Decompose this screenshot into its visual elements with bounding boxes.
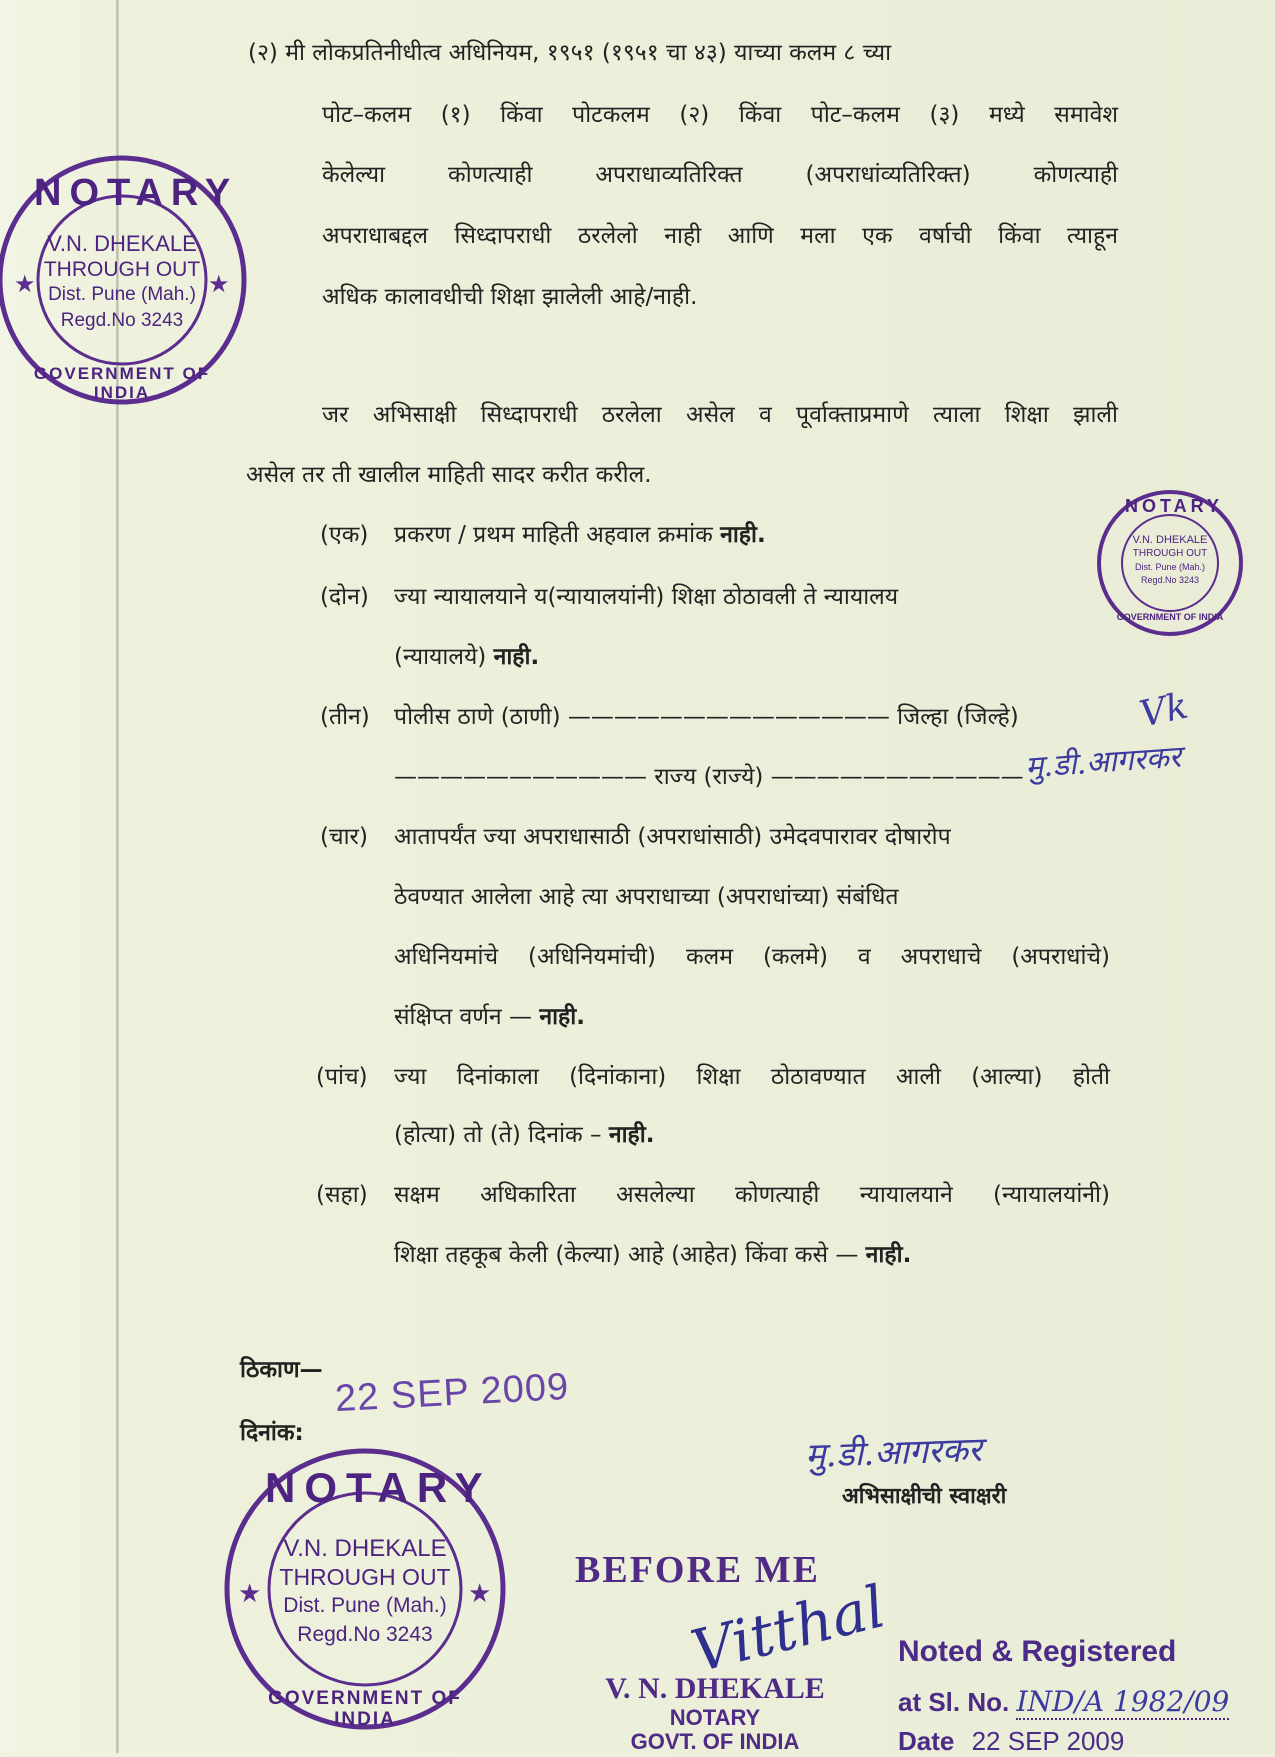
item-4-answer: नाही. — [539, 1004, 585, 1030]
bottom-stamp-top-text: NOTARY — [265, 1464, 492, 1511]
item-5-question: (होत्या) तो (ते) दिनांक – — [394, 1122, 609, 1148]
item-1-question: प्रकरण / प्रथम माहिती अहवाल क्रमांक — [394, 522, 721, 548]
item-2-label: (दोन) — [320, 584, 369, 610]
small-stamp-line-2: THROUGH OUT — [1132, 548, 1208, 559]
notary-stamp-top — [0, 152, 250, 408]
item-4-line-1: आतापर्यंत ज्या अपराधासाठी (अपराधांसाठी) उमेदवपारावर दोषारोप — [394, 824, 951, 850]
item-2-line-2 — [394, 642, 539, 672]
noted-registered: Noted & Registered — [898, 1635, 1177, 1668]
clause-2-line-2: पोट–कलम (१) किंवा पोटकलम (२) किंवा पोट–कलम (३) मध्ये समावेश — [322, 102, 1118, 128]
item-6-line-1: सक्षम अधिकारिता असलेल्या कोणत्याही न्यायालयाने (न्यायालयांनी) — [394, 1182, 1110, 1208]
margin-signature: मु.डी.आगरकर — [1024, 739, 1183, 786]
sl-no-label: at Sl. No. — [898, 1687, 1010, 1717]
notary-title — [575, 1706, 855, 1754]
stamp-line-2: THROUGH OUT — [43, 258, 201, 281]
item-6-label: (सहा) — [316, 1182, 368, 1208]
item-3-line-2: ——————————— राज्य (राज्ये) ——————————— — [394, 764, 1024, 790]
item-3-line-1: पोलीस ठाणे (ठाणी) —————————————— जिल्हा (जिल्हे) — [394, 704, 1019, 730]
stamp-line-3: Dist. Pune (Mah.) — [48, 284, 196, 305]
item-2-question: (न्यायालये) — [394, 644, 494, 670]
item-5-line-2 — [394, 1120, 654, 1150]
stamp-name: V.N. DHEKALE — [47, 231, 197, 256]
notary-govt-line: GOVT. OF INDIA — [630, 1729, 800, 1754]
stamp-star-icon: ★ — [238, 1579, 262, 1609]
notary-title-line: NOTARY — [669, 1705, 761, 1730]
item-2-line-1: ज्या न्यायालयाने य(न्यायालयांनी) शिक्षा ठोठावली ते न्यायालय — [394, 584, 899, 610]
item-6-question: शिक्षा तहकूब केली (केल्या) आहे (आहेत) किंवा कसे — — [394, 1242, 866, 1268]
signature-caption: अभिसाक्षीची स्वाक्षरी — [842, 1484, 1007, 1509]
bottom-stamp-line-4: Regd.No 3243 — [297, 1623, 433, 1646]
clause-2-line-4: अपराधाबद्दल सिध्दापराधी ठरलेलो नाही आणि मला एक वर्षाची किंवा त्याहून — [322, 223, 1118, 249]
bottom-stamp-line-3: Dist. Pune (Mah.) — [283, 1594, 447, 1617]
date-label: दिनांक: — [240, 1420, 304, 1446]
attestation-date-label: Date — [898, 1726, 955, 1756]
notary-stamp-bottom — [220, 1444, 510, 1734]
item-4-question: संक्षिप्त वर्णन — — [394, 1004, 540, 1030]
date-stamp: 22 SEP 2009 — [334, 1365, 571, 1421]
item-6-line-2 — [394, 1240, 911, 1270]
attestation-date-line — [898, 1726, 1124, 1757]
bottom-stamp-bottom-text: GOVERNMENT OF INDIA — [268, 1688, 462, 1731]
notary-stamp-small — [1095, 488, 1245, 638]
before-me-stamp: BEFORE ME — [575, 1549, 820, 1591]
item-5-line-1: ज्या दिनांकाला (दिनांकाना) शिक्षा ठोठावण्यात आली (आल्या) होती — [394, 1064, 1110, 1090]
item-2-answer: नाही. — [493, 644, 540, 670]
item-4-line-4 — [394, 1002, 585, 1032]
item-4-line-3: अधिनियमांचे (अधिनियमांची) कलम (कलमे) व अपराधाचे (अपराधांचे) — [394, 944, 1110, 970]
item-1-text — [394, 520, 766, 550]
intro-line-1: जर अभिसाक्षी सिध्दापराधी ठरलेला असेल व पूर्वाक्ताप्रमाणे त्याला शिक्षा झाली — [322, 402, 1118, 428]
small-stamp-name: V.N. DHEKALE — [1132, 534, 1208, 546]
small-stamp-line-4: Regd.No 3243 — [1140, 575, 1200, 585]
item-4-label: (चार) — [320, 824, 368, 850]
small-stamp-line-3: Dist. Pune (Mah.) — [1134, 562, 1206, 572]
intro-line-2: असेल तर ती खालील माहिती सादर करीत करील. — [246, 462, 652, 488]
clause-2-line-1: (२) मी लोकप्रतिनीधीत्व अधिनियम, १९५१ (१९५१ चा ४३) याच्या कलम ८ च्या — [248, 40, 892, 66]
item-3-label: (तीन) — [320, 704, 370, 730]
margin-initials: Vk — [1136, 685, 1192, 736]
sl-no-value: IND/A 1982/09 — [1016, 1685, 1230, 1718]
stamp-bottom-text: GOVERNMENT OF INDIA — [33, 364, 211, 403]
small-stamp-bottom-text: GOVERNMENT OF INDIA — [1116, 612, 1224, 622]
item-1-label: (एक) — [320, 522, 369, 548]
stamp-top-text: NOTARY — [34, 172, 239, 214]
place-label: ठिकाण— — [240, 1357, 323, 1383]
item-4-line-2: ठेवण्यात आलेला आहे त्या अपराधाच्या (अपराधांच्या) संबंधित — [394, 884, 899, 910]
sl-no-line — [898, 1685, 1229, 1718]
deponent-signature: मु.डी.आगरकर — [804, 1429, 983, 1477]
small-stamp-top-text: NOTARY — [1125, 496, 1223, 516]
item-6-answer: नाही. — [865, 1242, 912, 1268]
bottom-stamp-line-2: THROUGH OUT — [279, 1564, 451, 1590]
notary-signature: Vitthal — [684, 1572, 892, 1686]
attestation-date-value: 22 SEP 2009 — [971, 1726, 1125, 1756]
bottom-stamp-name: V.N. DHEKALE — [283, 1535, 447, 1562]
notary-name: V. N. DHEKALE — [605, 1672, 825, 1705]
stamp-star-icon: ★ — [468, 1579, 492, 1609]
item-5-label: (पांच) — [316, 1064, 368, 1090]
stamp-line-4: Regd.No 3243 — [60, 310, 184, 331]
clause-2-line-5: अधिक कालावधीची शिक्षा झालेली आहे/नाही. — [322, 284, 698, 310]
stamp-star-icon: ★ — [208, 270, 230, 298]
item-1-answer: नाही. — [720, 522, 766, 548]
stamp-star-icon: ★ — [14, 270, 36, 298]
item-5-answer: नाही. — [608, 1122, 655, 1148]
clause-2-line-3: केलेल्या कोणत्याही अपराधाव्यतिरिक्त (अपराधांव्यतिरिक्त) कोणत्याही — [322, 162, 1118, 188]
